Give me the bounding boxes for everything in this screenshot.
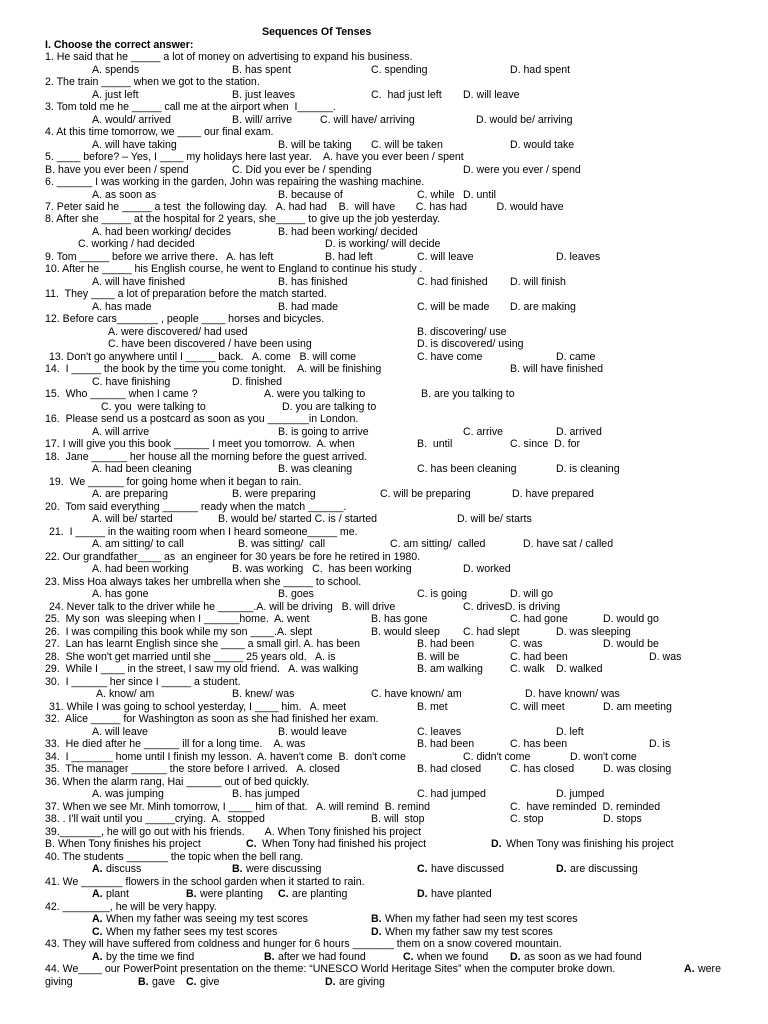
worksheet-text: D. leaves	[556, 251, 601, 263]
worksheet-text: C. stop	[510, 813, 544, 825]
worksheet-text: B. had been	[417, 638, 475, 650]
worksheet-text: D. arrived	[556, 426, 602, 438]
worksheet-text: C. will meet	[510, 701, 565, 713]
worksheet-text: 35. The manager ______ the store before I arrived. A. closed	[45, 763, 340, 775]
worksheet-text: 33. He died after he ______ ill for a long time. A. was	[45, 738, 306, 750]
worksheet-text: A. had been working	[92, 563, 189, 575]
worksheet-text: A. am sitting/ to call	[92, 538, 184, 550]
worksheet-text: 17. I will give you this book ______ I meet you tomorrow. A. when	[45, 438, 355, 450]
worksheet-text: B. had left	[325, 251, 373, 263]
worksheet-text: D. would be/ arriving	[476, 114, 573, 126]
worksheet-text: B.	[232, 863, 243, 875]
worksheet-text: B. had been	[417, 738, 475, 750]
worksheet-text: 43. They will have suffered from coldness and hunger for 6 hours _______ them on a snow covered mountain.	[45, 938, 562, 950]
worksheet-text: 31. While I was going to school yesterday, I ____ him. A. meet	[49, 701, 347, 713]
worksheet-text: A. will have finished	[92, 276, 186, 288]
worksheet-text: 34. I _______ home until I finish my lesson. A. haven't come B. don't come	[45, 751, 406, 763]
worksheet-text: B. had closed	[417, 763, 482, 775]
worksheet-text: have planted	[431, 888, 492, 900]
worksheet-text: A. know/ am	[96, 688, 155, 700]
worksheet-text: C. walk	[510, 663, 545, 675]
worksheet-text: B. would leave	[278, 726, 347, 738]
worksheet-text: D. will be/ starts	[457, 513, 532, 525]
worksheet-text: D. jumped	[556, 788, 605, 800]
worksheet-text: 9. Tom _____ before we arrive there. A. has left	[45, 251, 274, 263]
worksheet-text: B. was cleaning	[278, 463, 353, 475]
worksheet-text: 19. We ______ for going home when it began to rain.	[49, 476, 302, 488]
worksheet-text: A.	[684, 963, 695, 975]
worksheet-text: have discussed	[431, 863, 505, 875]
worksheet-text: C. have known/ am	[371, 688, 462, 700]
worksheet-text: 26. I was compiling this book while my son ____.A. slept	[45, 626, 313, 638]
worksheet-text: C. didn't come	[463, 751, 531, 763]
worksheet-text: C. had been	[510, 651, 568, 663]
worksheet-text: discuss	[106, 863, 142, 875]
worksheet-text: are discussing	[570, 863, 638, 875]
worksheet-text: D.	[491, 838, 502, 850]
worksheet-text: D. were you ever / spend	[463, 164, 581, 176]
worksheet-text: A. was jumping	[92, 788, 164, 800]
worksheet-text: C.	[278, 888, 289, 900]
worksheet-text: B. discovering/ use	[417, 326, 507, 338]
worksheet-text: B. will/ arrive	[232, 114, 293, 126]
worksheet-text: D. would take	[510, 139, 575, 151]
worksheet-text: A.	[92, 863, 103, 875]
worksheet-text: 25. My son was sleeping when I ______home. A. went	[45, 613, 310, 625]
worksheet-text: B. were preparing	[232, 488, 316, 500]
worksheet-text: C.	[403, 951, 414, 963]
worksheet-text: 4. At this time tomorrow, we ____ our final exam.	[45, 126, 274, 138]
worksheet-text: B. would sleep	[371, 626, 440, 638]
worksheet-text: D. will finish	[510, 276, 566, 288]
worksheet-text: 36. When the alarm rang, Hai ______ out of bed quickly.	[45, 776, 310, 788]
worksheet-text: 38. . I'll wait until you _____crying. A. stopped	[45, 813, 265, 825]
worksheet-text: 27. Lan has learnt English since she ____ a small girl. A. has been	[45, 638, 361, 650]
worksheet-text: 32. Alice _____ for Washington as soon as she had finished her exam.	[45, 713, 379, 725]
worksheet-text: A.	[92, 951, 103, 963]
worksheet-text: C. has been	[510, 738, 568, 750]
worksheet-text: were discussing	[246, 863, 322, 875]
worksheet-text: B. am walking	[417, 663, 483, 675]
worksheet-text: B. has gone	[371, 613, 428, 625]
worksheet-text: C. is going	[417, 588, 468, 600]
worksheet-text: B. is going to arrive	[278, 426, 369, 438]
worksheet-text: D. would be	[603, 638, 659, 650]
worksheet-text: after we had found	[278, 951, 366, 963]
worksheet-text: C.	[246, 838, 257, 850]
worksheet-text: D. have prepared	[512, 488, 594, 500]
worksheet-text: B.	[371, 913, 382, 925]
worksheet-text: D.	[371, 926, 382, 938]
worksheet-text: B. had made	[278, 301, 339, 313]
worksheet-text: D. had spent	[510, 64, 571, 76]
worksheet-text: 12. Before cars_______ , people ____ horses and bicycles.	[45, 313, 325, 325]
worksheet-text: 24. Never talk to the driver while he ______.A. will be driving B. will drive	[49, 601, 396, 613]
worksheet-text: plant	[106, 888, 129, 900]
worksheet-text: D.	[510, 951, 521, 963]
worksheet-text: A. would/ arrived	[92, 114, 171, 126]
worksheet-text: C. had just left	[371, 89, 442, 101]
worksheet-text: A. has made	[92, 301, 152, 313]
worksheet-text: 29. While I ____ in the street, I saw my old friend. A. was walking	[45, 663, 359, 675]
worksheet-text: B. had been working/ decided	[278, 226, 418, 238]
worksheet-text: C.	[92, 926, 103, 938]
worksheet-text: A. as soon as	[92, 189, 157, 201]
worksheet-text: B. until	[417, 438, 453, 450]
worksheet-text: 20. Tom said everything ______ ready when the match ______.	[45, 501, 347, 513]
worksheet-text: C. will be taken	[371, 139, 443, 151]
worksheet-text: D. am meeting	[603, 701, 672, 713]
worksheet-text: B. will stop	[371, 813, 425, 825]
worksheet-text: D. will go	[510, 588, 553, 600]
worksheet-text: B. just leaves	[232, 89, 296, 101]
worksheet-text: B. has jumped	[232, 788, 300, 800]
worksheet-text: D. left	[556, 726, 584, 738]
worksheet-text: 21. I _____ in the waiting room when I heard someone_____ me.	[49, 526, 358, 538]
worksheet-text: A. had been cleaning	[92, 463, 192, 475]
page-title: Sequences Of Tenses	[262, 26, 372, 38]
worksheet-text: C. working / had decided	[78, 238, 195, 250]
worksheet-text: 13. Don't go anywhere until I _____ back. A. come B. will come	[49, 351, 357, 363]
worksheet-text: D. was closing	[603, 763, 672, 775]
worksheet-text: When Tony had finished his project	[262, 838, 427, 850]
worksheet-text: B. will have finished	[510, 363, 604, 375]
worksheet-text: 15. Who ______ when I came ?	[45, 388, 198, 400]
worksheet-text: 39._______, he will go out with his friends. A. When Tony finished his project	[45, 826, 422, 838]
worksheet-text: When my father was seeing my test scores	[106, 913, 308, 925]
worksheet-text: C. will leave	[417, 251, 474, 263]
worksheet-text: D. was	[649, 651, 682, 663]
worksheet-text: D. have known/ was	[525, 688, 620, 700]
worksheet-text: D. is working/ will decide	[325, 238, 441, 250]
worksheet-text: were	[698, 963, 721, 975]
worksheet-text: C. have reminded D. reminded	[510, 801, 661, 813]
worksheet-text: 6. ______ I was working in the garden, John was repairing the washing machine.	[45, 176, 425, 188]
worksheet-text: B. would be/ started C. is / started	[218, 513, 377, 525]
worksheet-text: C. since D. for	[510, 438, 581, 450]
worksheet-text: 11. They ____ a lot of preparation before the match started.	[45, 288, 327, 300]
worksheet-text: 23. Miss Hoa always takes her umbrella when she _____ to school.	[45, 576, 362, 588]
worksheet-text: C. will be made	[417, 301, 490, 313]
worksheet-text: C. am sitting/ called	[390, 538, 486, 550]
worksheet-text: as soon as we had found	[524, 951, 642, 963]
worksheet-text: B. will be taking	[278, 139, 352, 151]
worksheet-text: C. has closed	[510, 763, 575, 775]
worksheet-text: D. is discovered/ using	[417, 338, 524, 350]
worksheet-text: B. will be	[417, 651, 460, 663]
worksheet-text: 41. We _______ flowers in the school garden when it started to rain.	[45, 876, 365, 888]
worksheet-text: 44. We____ our PowerPoint presentation on the theme: “UNESCO World Heritage Sites” when the computer broke down.	[45, 963, 616, 975]
worksheet-text: D. finished	[232, 376, 283, 388]
worksheet-text: are planting	[292, 888, 348, 900]
worksheet-text: B. knew/ was	[232, 688, 295, 700]
worksheet-text: D. won't come	[570, 751, 637, 763]
worksheet-text: gave	[152, 976, 175, 988]
worksheet-text: C. have finishing	[92, 376, 171, 388]
worksheet-text: 18. Jane ______ her house all the morning before the guest arrived.	[45, 451, 368, 463]
worksheet-text: C. has been cleaning	[417, 463, 517, 475]
worksheet-text: D. came	[556, 351, 596, 363]
worksheet-text: C. had jumped	[417, 788, 486, 800]
worksheet-text: 5. ____ before? – Yes, I ____ my holidays here last year. A. have you ever been / spent	[45, 151, 464, 163]
worksheet-text: D.	[417, 888, 428, 900]
worksheet-text: A. were discovered/ had used	[108, 326, 248, 338]
worksheet-text: A. will be/ started	[92, 513, 173, 525]
worksheet-text: C. have been discovered / have been using	[108, 338, 312, 350]
worksheet-text: 28. She won't get married until she _____ 25 years old. A. is	[45, 651, 336, 663]
worksheet-text: A. will arrive	[92, 426, 150, 438]
worksheet-text: C. had slept	[463, 626, 520, 638]
worksheet-text: 8. After she _____ at the hospital for 2 years, she_____ to give up the job yesterday.	[45, 213, 440, 225]
worksheet-text: B. When Tony finishes his project	[45, 838, 201, 850]
worksheet-text: C. have come	[417, 351, 483, 363]
worksheet-text: A. spends	[92, 64, 140, 76]
worksheet-text: B.	[264, 951, 275, 963]
worksheet-text: 1. He said that he _____ a lot of money on advertising to expand his business.	[45, 51, 413, 63]
worksheet-text: D.	[325, 976, 336, 988]
worksheet-text: D. is cleaning	[556, 463, 620, 475]
worksheet-text: B. has finished	[278, 276, 348, 288]
worksheet-text: When Tony was finishing his project	[506, 838, 674, 850]
worksheet-text: 16. Please send us a postcard as soon as you _______in London.	[45, 413, 359, 425]
worksheet-text: B. was working C. has been working	[232, 563, 412, 575]
worksheet-text: 3. Tom told me he _____ call me at the airport when I______.	[45, 101, 336, 113]
worksheet-text: were planting	[200, 888, 264, 900]
worksheet-text: A. will have taking	[92, 139, 177, 151]
worksheet-text: D. would go	[603, 613, 659, 625]
worksheet-text: B. are you talking to	[421, 388, 515, 400]
worksheet-text: D. are making	[510, 301, 576, 313]
worksheet-text: C.	[186, 976, 197, 988]
worksheet-text: C. while	[417, 189, 455, 201]
worksheet-text: C. leaves	[417, 726, 462, 738]
worksheet-text: D. have sat / called	[523, 538, 614, 550]
worksheet-text: 22. Our grandfather____ as an engineer for 30 years be fore he retired in 1980.	[45, 551, 421, 563]
worksheet-text: B. because of	[278, 189, 343, 201]
worksheet-text: C. you were talking to	[101, 401, 206, 413]
worksheet-text: A. just left	[92, 89, 139, 101]
worksheet-text: D. was sleeping	[556, 626, 631, 638]
worksheet-text: giving	[45, 976, 73, 988]
worksheet-text: D. is	[649, 738, 671, 750]
worksheet-text: C. had gone	[510, 613, 568, 625]
worksheet-text: 14. I _____ the book by the time you come tonight. A. will be finishing	[45, 363, 382, 375]
worksheet-text: When my father sees my test scores	[106, 926, 278, 938]
worksheet-text: D.	[556, 863, 567, 875]
worksheet-text: C. was	[510, 638, 543, 650]
worksheet-text: A.	[92, 913, 103, 925]
worksheet-text: 42. ________, he will be very happy.	[45, 901, 217, 913]
section-heading: I. Choose the correct answer:	[45, 39, 194, 51]
worksheet-text: by the time we find	[106, 951, 195, 963]
worksheet-text: C. Did you ever be / spending	[232, 164, 372, 176]
worksheet-text: 7. Peter said he _____ a test the following day. A. had had B. will have C. has had D. would have	[45, 201, 564, 213]
worksheet-text: C. drivesD. is driving	[463, 601, 561, 613]
worksheet-text: A. will leave	[92, 726, 148, 738]
worksheet-text: When my father saw my test scores	[385, 926, 553, 938]
worksheet-text: B.	[138, 976, 149, 988]
worksheet-text: B. met	[417, 701, 448, 713]
worksheet-text: A. had been working/ decides	[92, 226, 231, 238]
worksheet-text: C. spending	[371, 64, 428, 76]
worksheet-text: D. worked	[463, 563, 511, 575]
worksheet-text: B.	[186, 888, 197, 900]
worksheet-text: give	[200, 976, 220, 988]
worksheet-text: C. had finished	[417, 276, 488, 288]
worksheet-text: D. stops	[603, 813, 642, 825]
worksheet-text: C. arrive	[463, 426, 504, 438]
worksheet-text: B. have you ever been / spend	[45, 164, 189, 176]
worksheet-text: B. has spent	[232, 64, 291, 76]
worksheet-text: when we found	[417, 951, 489, 963]
worksheet-text: When my father had seen my test scores	[385, 913, 578, 925]
worksheet-text: C. will have/ arriving	[320, 114, 415, 126]
worksheet-text: A. were you talking to	[264, 388, 366, 400]
worksheet-text: B. was sitting/ call	[238, 538, 326, 550]
worksheet-text: A. are preparing	[92, 488, 168, 500]
worksheet-text: A.	[92, 888, 103, 900]
worksheet-text: 10. After he _____ his English course, he went to England to continue his study .	[45, 263, 423, 275]
worksheet-text: C.	[417, 863, 428, 875]
worksheet-text: D. until	[463, 189, 496, 201]
worksheet-text: C. will be preparing	[380, 488, 471, 500]
worksheet-text: A. has gone	[92, 588, 149, 600]
worksheet-text: D. you are talking to	[282, 401, 377, 413]
worksheet-text: D. walked	[556, 663, 603, 675]
worksheet-text: are giving	[339, 976, 385, 988]
worksheet-text: 2. The train _____ when we got to the station.	[45, 76, 260, 88]
worksheet-text: 37. When we see Mr. Minh tomorrow, I ____ him of that. A. will remind B. remind	[45, 801, 431, 813]
worksheet-text: 40. The students _______ the topic when the bell rang.	[45, 851, 304, 863]
worksheet-text: B. goes	[278, 588, 314, 600]
worksheet-text: 30. I ______ her since I _____ a student.	[45, 676, 241, 688]
worksheet-text: D. will leave	[463, 89, 520, 101]
